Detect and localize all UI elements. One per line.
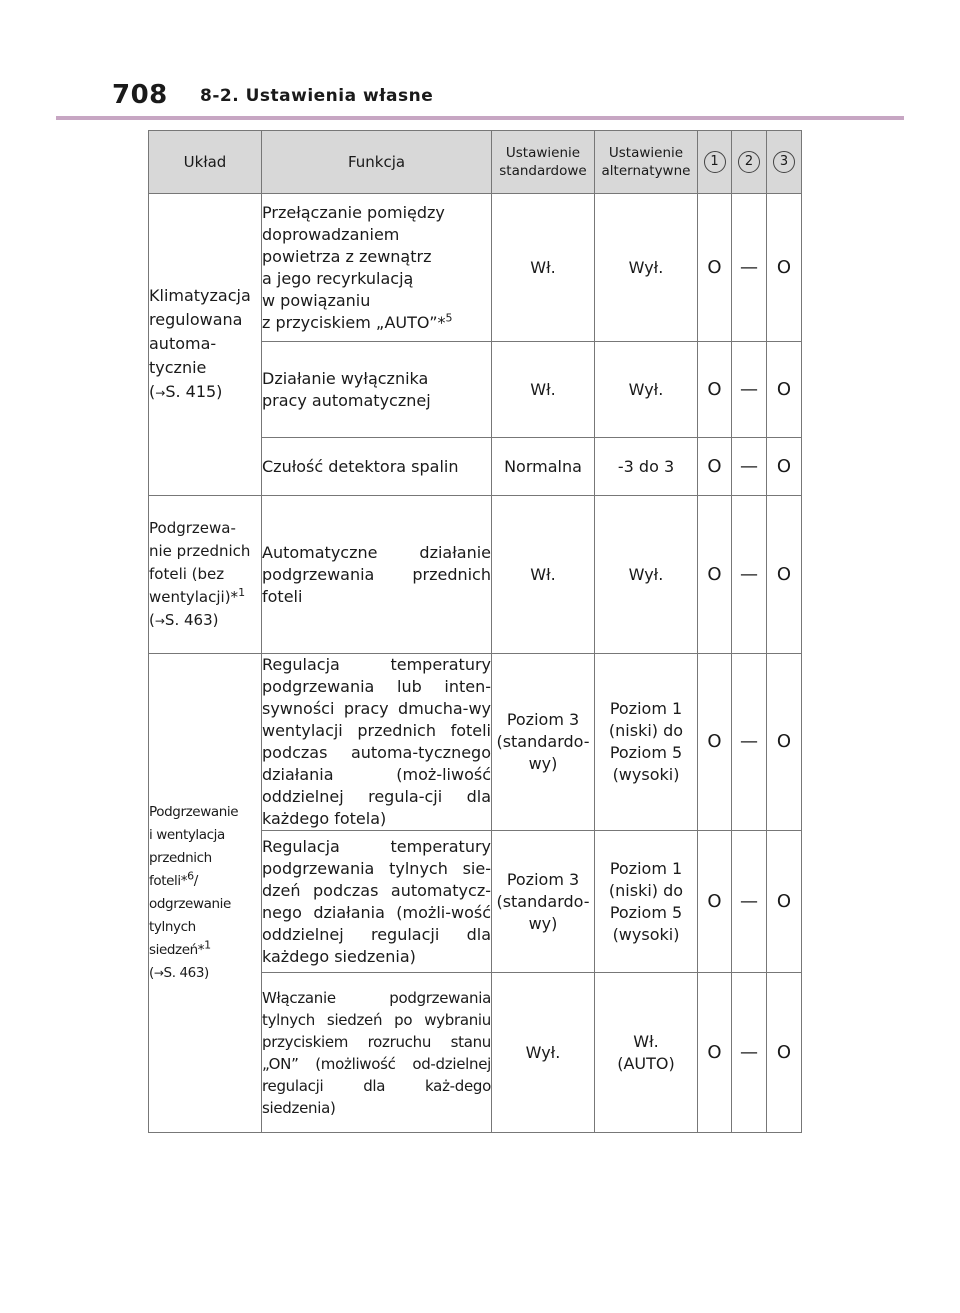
- function-text: z przyciskiem „AUTO”*: [262, 312, 446, 332]
- value-text: Wł.: [633, 1031, 659, 1051]
- arrow-icon: →: [154, 613, 165, 628]
- default-value: Wył.: [492, 973, 595, 1133]
- method-2-mark: —: [732, 496, 767, 654]
- value-text: (niski) do: [608, 721, 684, 740]
- default-value: Normalna: [492, 438, 595, 496]
- layout-text: foteli (bez: [149, 564, 225, 583]
- custom-value: [595, 831, 698, 973]
- value-text: (standardo-: [496, 732, 590, 751]
- layout-cell-climate: Klimatyzacja regulowana automa- tycznie (→S. 415): [149, 194, 262, 496]
- function-text: Przełączanie pomiędzy: [262, 202, 445, 222]
- col-header-function: Funkcja: [262, 131, 492, 194]
- custom-value: Wył.: [595, 194, 698, 342]
- method-3-mark: O: [767, 831, 802, 973]
- custom-value: Wył.: [595, 342, 698, 438]
- page-reference: S. 463): [164, 610, 219, 629]
- function-cell: Automatyczne działanie podgrzewania przednich foteli: [262, 496, 492, 654]
- function-cell: Włączanie podgrzewania tylnych siedzeń po wybraniu przyciskiem rozruchu stanu „ON” (możliwość od-dzielnej regulacji dla każ-dego siedzenia): [262, 973, 492, 1133]
- circled-number-2: 2: [738, 151, 760, 173]
- layout-text: Podgrzewa-: [149, 518, 236, 537]
- header-rule: [56, 116, 904, 120]
- function-cell: [262, 194, 492, 342]
- method-1-mark: O: [698, 654, 732, 831]
- circled-number-1: 1: [704, 151, 726, 173]
- method-2-mark: —: [732, 194, 767, 342]
- method-1-mark: O: [698, 973, 732, 1133]
- footnote-marker: 6: [187, 869, 194, 883]
- function-text: doprowadzaniem: [262, 224, 400, 244]
- value-text: wy): [528, 913, 558, 933]
- custom-value: [595, 654, 698, 831]
- layout-text: tycznie: [149, 358, 207, 377]
- col-header-default-l2: standardowe: [499, 163, 587, 179]
- method-1-mark: O: [698, 342, 732, 438]
- method-3-mark: O: [767, 438, 802, 496]
- col-header-custom-l2: alternatywne: [601, 163, 691, 179]
- function-cell: Czułość detektora spalin: [262, 438, 492, 496]
- section-title: 8-2. Ustawienia własne: [200, 86, 434, 106]
- custom-value: -3 do 3: [595, 438, 698, 496]
- col-header-custom: [595, 131, 698, 194]
- layout-text: i wentylacja: [149, 827, 225, 843]
- circled-number-3: 3: [773, 151, 795, 173]
- function-text: w powiązaniu: [262, 290, 371, 310]
- page-number: 708: [112, 80, 168, 110]
- value-text: (standardo-: [496, 891, 590, 911]
- method-1-mark: O: [698, 496, 732, 654]
- value-text: (wysoki): [612, 924, 680, 944]
- function-text: Działanie wyłącznika: [262, 368, 429, 388]
- footnote-marker: 1: [238, 585, 246, 599]
- method-3-mark: O: [767, 654, 802, 831]
- method-3-mark: O: [767, 194, 802, 342]
- layout-text: nie przednich: [149, 541, 251, 560]
- function-text: powietrza z zewnątrz: [262, 246, 432, 266]
- value-text: wy): [528, 754, 558, 773]
- col-header-default-l1: Ustawienie: [505, 145, 581, 161]
- method-1-mark: O: [698, 194, 732, 342]
- layout-text: Podgrzewanie: [149, 804, 239, 820]
- value-text: Poziom 1: [609, 858, 683, 878]
- function-cell: Regulacja temperatury podgrzewania lub inten-sywności pracy dmucha-wy wentylacji przednich foteli podczas automa-tycznego działania (moż-liwość oddzielnej regula-cji dla każdego fotela): [262, 654, 492, 831]
- table-header-row: [149, 131, 802, 194]
- layout-text: wentylacji)*: [149, 587, 239, 606]
- value-text: Poziom 5: [609, 902, 683, 922]
- method-1-mark: O: [698, 831, 732, 973]
- value-text: Poziom 5: [609, 743, 683, 762]
- col-header-default: [492, 131, 595, 194]
- layout-text: przednich: [149, 850, 212, 866]
- layout-text: automa-: [149, 334, 217, 353]
- method-1-mark: O: [698, 438, 732, 496]
- layout-cell-front-heating: Podgrzewa- nie przednich foteli (bez wentylacji)*$^1$ (→S. 463): [149, 496, 262, 654]
- col-header-method-3: [767, 131, 802, 194]
- footnote-marker: 1: [204, 938, 211, 952]
- method-2-mark: —: [732, 831, 767, 973]
- method-3-mark: O: [767, 496, 802, 654]
- layout-cell-heating-ventilation: Podgrzewanie i wentylacja przednich foteli*$^6$/ odgrzewanie tylnych siedzeń*$^1$ (→S. 463): [149, 654, 262, 1133]
- function-cell: [262, 342, 492, 438]
- value-text: Poziom 3: [506, 710, 580, 729]
- function-cell: Regulacja temperatury podgrzewania tylnych sie-dzeń podczas automatycz-nego działania (możli-wość oddzielnej regulacji dla każdego siedzenia): [262, 831, 492, 973]
- method-3-mark: O: [767, 342, 802, 438]
- layout-text: Klimatyzacja: [149, 286, 251, 305]
- table-row: [149, 194, 802, 342]
- layout-text: odgrzewanie: [149, 896, 231, 912]
- default-value: [492, 654, 595, 831]
- settings-table: [148, 130, 802, 1133]
- default-value: Wł.: [492, 194, 595, 342]
- value-text: (niski) do: [608, 880, 684, 900]
- table-row: [149, 496, 802, 654]
- method-3-mark: O: [767, 973, 802, 1133]
- arrow-icon: →: [153, 966, 164, 980]
- layout-text: tylnych: [149, 919, 196, 935]
- default-value: Wł.: [492, 496, 595, 654]
- custom-value: [595, 973, 698, 1133]
- value-text: (wysoki): [612, 765, 680, 784]
- custom-value: Wył.: [595, 496, 698, 654]
- page-reference: S. 463): [163, 965, 209, 981]
- layout-text: foteli*: [149, 873, 188, 889]
- function-text: pracy automatycznej: [262, 390, 431, 410]
- layout-text: /: [193, 873, 198, 889]
- method-2-mark: —: [732, 654, 767, 831]
- footnote-marker: 5: [445, 311, 453, 325]
- method-2-mark: —: [732, 342, 767, 438]
- value-text: Poziom 3: [506, 869, 580, 889]
- layout-text: siedzeń*: [149, 942, 205, 958]
- arrow-icon: →: [155, 386, 166, 400]
- col-header-custom-l1: Ustawienie: [608, 145, 684, 161]
- col-header-layout: Układ: [149, 131, 262, 194]
- table-row: [149, 654, 802, 831]
- default-value: Wł.: [492, 342, 595, 438]
- layout-text: regulowana: [149, 310, 243, 329]
- value-text: (AUTO): [617, 1053, 675, 1073]
- col-header-method-2: [732, 131, 767, 194]
- value-text: Poziom 1: [609, 699, 683, 718]
- default-value: [492, 831, 595, 973]
- method-2-mark: —: [732, 973, 767, 1133]
- col-header-method-1: [698, 131, 732, 194]
- page-reference: S. 415): [165, 382, 223, 401]
- method-2-mark: —: [732, 438, 767, 496]
- function-text: a jego recyrkulacją: [262, 268, 414, 288]
